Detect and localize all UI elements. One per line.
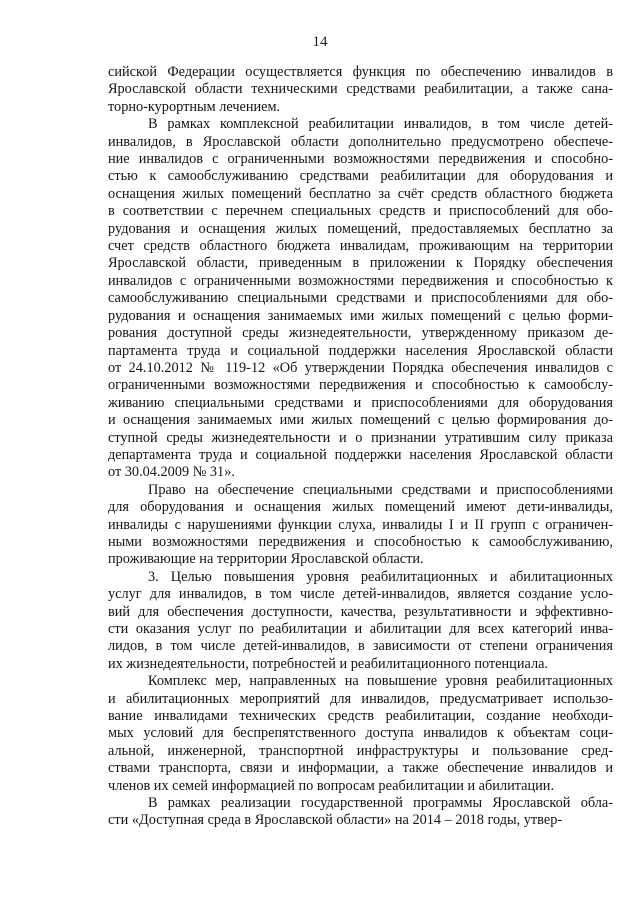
- text-line: рудования и оснащения занимаемых ими жилых помещений с целью форми-: [108, 307, 613, 324]
- text-line: сти «Доступная среда в Ярославской области» на 2014 – 2018 годы, утвер-: [108, 812, 563, 829]
- paragraph: [108, 116, 613, 482]
- text-line: вание инвалидами технических средств реабилитации, создание необходи-: [108, 708, 613, 725]
- text-line: от 30.04.2009 № 31».: [108, 464, 235, 481]
- text-line: лидов, в том числе детей-инвалидов, в зависимости от степени ограничения: [108, 638, 613, 655]
- text-line: мых условий для беспрепятственного доступа инвалидов к объектам соци-: [108, 725, 613, 742]
- paragraph: [108, 569, 613, 673]
- text-line: Ярославской области техническими средствами реабилитации, а также сана-: [108, 81, 613, 98]
- text-line: Комплекс мер, направленных на повышение уровня реабилитационных: [148, 673, 613, 690]
- text-line: проживающие на территории Ярославской области.: [108, 551, 424, 568]
- paragraph: [108, 482, 613, 569]
- text-line: оснащения жилых помещений бесплатно за счёт средств областного бюджета: [108, 185, 613, 202]
- text-line: самообслуживанию специальными средствами и приспособлениями для обо-: [108, 290, 613, 307]
- text-line: для оборудования и оснащения жилых помещений имеют дети-инвалиды,: [108, 499, 613, 516]
- text-line: инвалиды с нарушениями функции слуха, инвалиды I и II групп с ограничен-: [108, 516, 613, 533]
- text-line: их жизнедеятельности, потребностей и реабилитационного потенциала.: [108, 655, 549, 672]
- text-line: в соответствии с перечнем специальных средств и приспособлений для обо-: [108, 203, 613, 220]
- text-line: счет средств областного бюджета инвалидам, проживающим на территории: [108, 238, 613, 255]
- body-text: [108, 64, 613, 830]
- text-line: ограниченными возможностями передвижения и способностью к самообслу-: [108, 377, 613, 394]
- text-line: департамента труда и социальной поддержки населения Ярославской области: [108, 446, 613, 463]
- text-line: сти оказания услуг по реабилитации и абилитации для всех категорий инва-: [108, 621, 613, 637]
- text-line: от 24.10.2012 № 119-12 «Об утверждении Порядка обеспечения инвалидов с: [108, 359, 613, 376]
- text-line: ствами транспорта, связи и информации, а также обеспечение инвалидов и: [108, 760, 613, 777]
- text-line: Ярославской области, приведенным в приложении к Порядку обеспечения: [108, 255, 613, 272]
- page-number: 14: [312, 34, 328, 50]
- paragraph: [108, 673, 613, 795]
- text-line: сийской Федерации осуществляется функция по обеспечению инвалидов в: [108, 64, 613, 80]
- text-line: Право на обеспечение специальными средствами и приспособлениями: [148, 481, 613, 498]
- text-line: торно-курортным лечением.: [108, 98, 281, 115]
- text-line: ными возможностями передвижения и способностью к самообслуживанию,: [108, 533, 613, 550]
- text-line: альной, инженерной, транспортной инфраструктуры и пользование сред-: [108, 742, 613, 759]
- text-line: услуг для инвалидов, в том числе детей-инвалидов, является создание усло-: [108, 586, 613, 603]
- text-line: В рамках реализации государственной программы Ярославской обла-: [148, 795, 613, 812]
- text-line: ступной среды жизнедеятельности и о признании утратившим силу приказа: [108, 429, 613, 446]
- text-line: вий для обеспечения доступности, качества, результативности и эффективно-: [108, 603, 613, 620]
- text-line: рования доступной среды жизнедеятельности, утвержденному приказом де-: [108, 325, 613, 342]
- paragraph: [108, 64, 613, 116]
- text-line: живанию специальными средствами и приспособлениями для оборудования: [108, 394, 613, 411]
- paragraph: [108, 795, 613, 830]
- text-line: партамента труда и социальной поддержки населения Ярославской области: [108, 342, 613, 359]
- text-line: ние инвалидов с ограниченными возможностями передвижения и способно-: [108, 151, 613, 168]
- text-line: стью к самообслуживанию средствами реабилитации для оборудования и: [108, 168, 613, 185]
- text-line: В рамках комплексной реабилитации инвалидов, в том числе детей-: [148, 116, 613, 133]
- text-line: 3. Целью повышения уровня реабилитационных и абилитационных: [148, 568, 613, 585]
- text-line: и оснащения занимаемых ими жилых помещений с целью формирования до-: [108, 412, 613, 429]
- text-line: членов их семей информацией по вопросам реабилитации и абилитации.: [108, 777, 555, 794]
- text-line: рудования и оснащения жилых помещений, предоставляемых бесплатно за: [108, 220, 613, 237]
- text-line: инвалидов, в Ярославской области дополнительно предусмотрено обеспече-: [108, 133, 613, 150]
- text-line: и абилитационных мероприятий для инвалидов, предусматривает использо-: [108, 690, 613, 707]
- text-line: инвалидов с ограниченными возможностями передвижения и способностью к: [108, 272, 613, 289]
